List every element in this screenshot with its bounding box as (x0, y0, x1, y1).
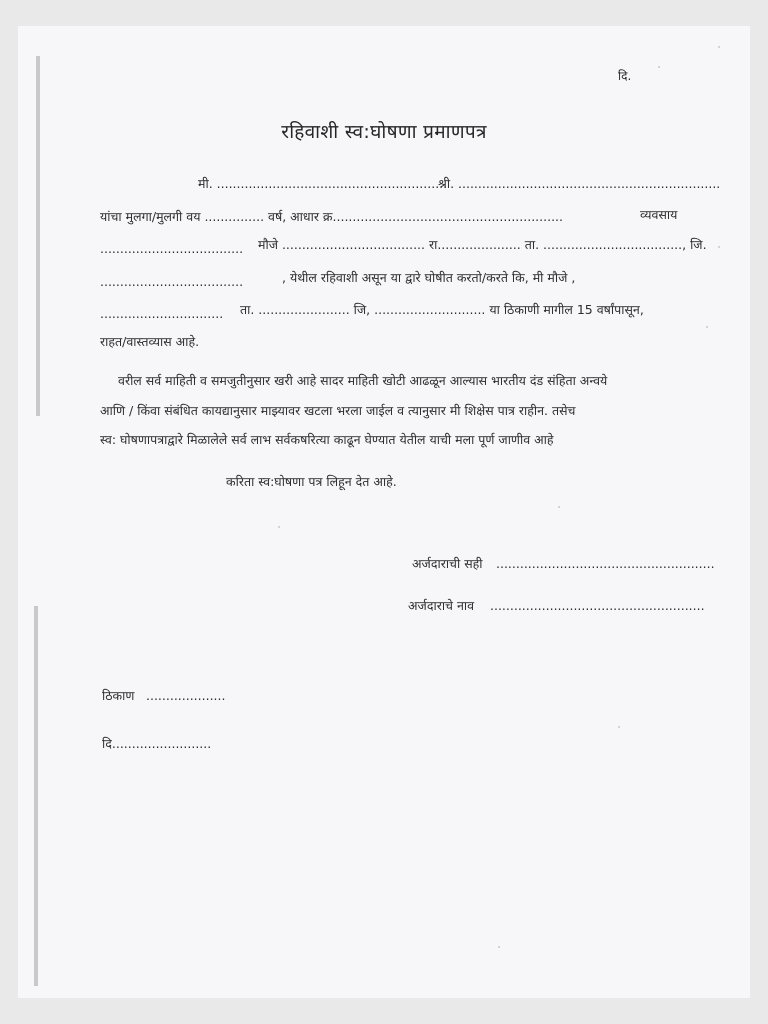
applicant-signature-line: ....................................................... (496, 556, 715, 571)
applicant-signature-label: अर्जदाराची सही (412, 556, 483, 571)
applicant-name-label: अर्जदाराचे नाव (408, 598, 475, 613)
form-line-6: राहत/वास्तव्यास आहे. (100, 334, 200, 349)
date-bottom-label: दि......................... (102, 736, 212, 751)
form-line-3a: .................................... (100, 241, 244, 256)
declaration-line-4: करिता स्व:घोषणा पत्र लिहून देत आहे. (226, 474, 397, 489)
form-line-2b: व्यवसाय (640, 207, 678, 222)
declaration-line-2: आणि / किंवा संबंधित कायद्यानुसार माझ्यावर खटला भरला जाईल व त्यानुसार मी शिक्षेस पात्र राहीन. तसेच (100, 403, 576, 418)
scan-speck (718, 246, 720, 248)
scan-edge-left-top (36, 56, 40, 416)
form-line-1b: श्री. .................................................................. (438, 176, 721, 191)
declaration-line-1: वरील सर्व माहिती व समजुतीनुसार खरी आहे सादर माहिती खोटी आढळून आल्यास भारतीय दंड संहिता अन्वये (118, 373, 608, 388)
form-line-4a: .................................... (100, 274, 244, 289)
declaration-form-page (18, 26, 750, 998)
declaration-line-3: स्व: घोषणापत्राद्वारे मिळालेले सर्व लाभ सर्वकषरित्या काढून घेण्यात येतील याची मला पूर्ण जाणीव आहे (100, 432, 554, 447)
form-line-2a: यांचा मुलगा/मुलगी वय ............... वर्ष, आधार क्र.......................................................... (100, 209, 563, 224)
scan-speck (498, 946, 500, 948)
scan-speck (558, 506, 560, 508)
scan-speck (278, 526, 280, 528)
form-line-5b: ता. ....................... जि, ............................ या ठिकाणी मागील 15 वर्षांपासून, (240, 302, 644, 317)
form-line-5a: ............................... (100, 306, 224, 321)
form-line-1a: मी. .......................................................... (198, 176, 448, 191)
scan-speck (618, 726, 620, 728)
place-line: .................... (146, 688, 226, 703)
form-line-4b: , येथील रहिवाशी असून या द्वारे घोषीत करतो/करते कि, मी मौजे , (282, 270, 576, 285)
scan-speck (658, 66, 660, 68)
top-date-label: दि. (618, 69, 632, 83)
scan-speck (706, 326, 708, 328)
scan-edge-left-bottom (34, 606, 38, 986)
scan-speck (718, 46, 720, 48)
place-label: ठिकाण (102, 688, 135, 703)
form-line-3b: मौजे .................................... रा..................... ता. ..................................., जि. (258, 237, 707, 252)
applicant-name-line: ...................................................... (490, 598, 705, 613)
document-title: रहिवाशी स्व:घोषणा प्रमाणपत्र (281, 121, 487, 143)
